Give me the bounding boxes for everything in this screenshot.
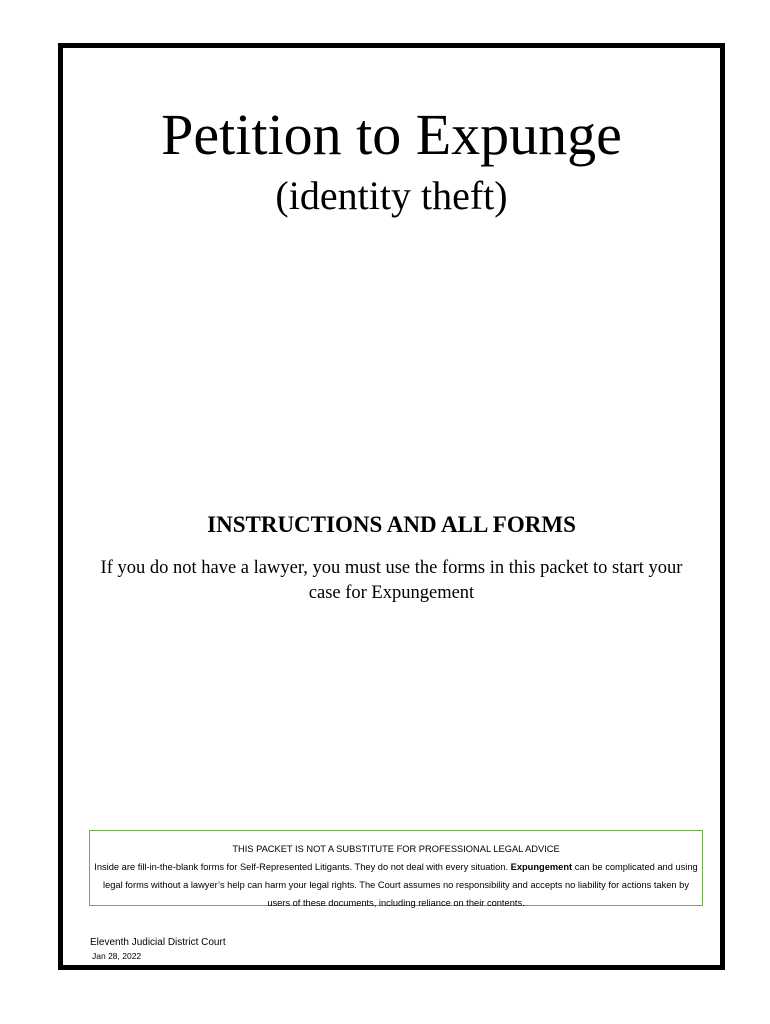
- document-title: Petition to Expunge: [161, 102, 622, 167]
- intro-text: If you do not have a lawyer, you must use the forms in this packet to start your case for Expungement: [100, 558, 683, 603]
- document-subtitle: (identity theft): [275, 173, 508, 218]
- court-name: Eleventh Judicial District Court: [90, 937, 226, 948]
- disclaimer-text-before: Inside are fill-in-the-blank forms for Self-Represented Litigants. They do not deal with every situation.: [94, 862, 511, 872]
- document-date: Jan 28, 2022: [92, 951, 142, 961]
- disclaimer-text-after: can be complicated and using legal forms without a lawyer’s help can harm your legal rights. The Court assumes no responsibility and accepts no liability for actions taken by users of these documents, including reliance on their contents.: [103, 862, 698, 908]
- footer: [90, 936, 226, 962]
- section-heading: INSTRUCTIONS AND ALL FORMS: [207, 512, 576, 537]
- disclaimer-box: [89, 830, 703, 906]
- disclaimer-title: THIS PACKET IS NOT A SUBSTITUTE FOR PROFESSIONAL LEGAL ADVICE: [232, 844, 560, 854]
- cover-frame: [58, 43, 725, 970]
- disclaimer-bold-word: Expungement: [510, 862, 573, 872]
